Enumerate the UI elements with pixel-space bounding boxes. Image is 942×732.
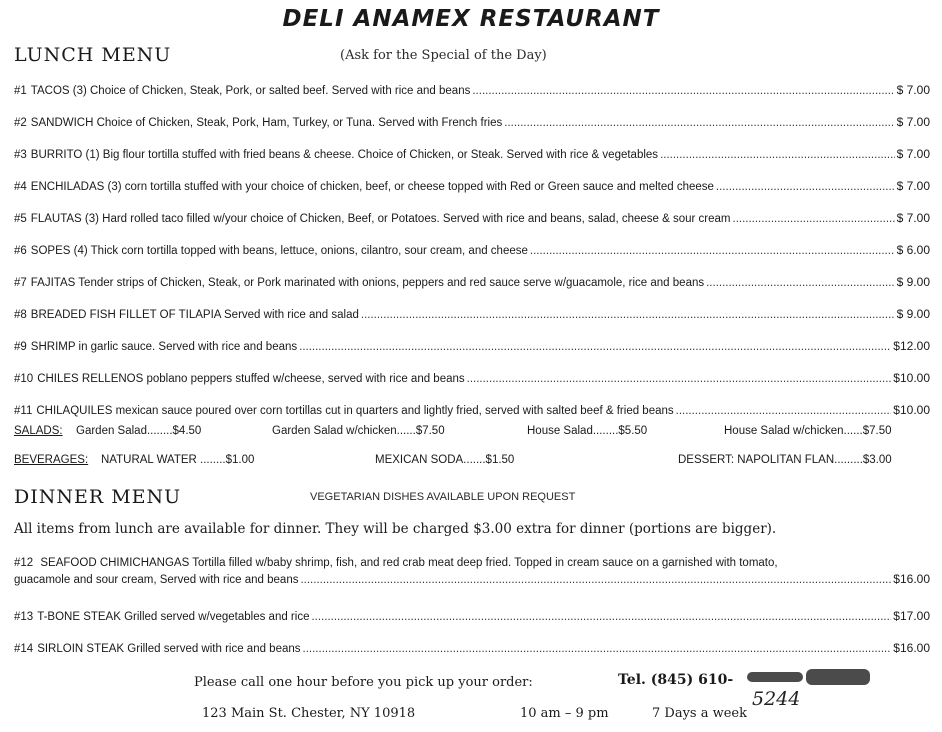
item-description: SEAFOOD CHIMICHANGAS Tortilla filled w/baby shrimp, fish, and red crab meat deep fried. Topped in cream sauce on a garnished with tomato,: [40, 557, 778, 569]
dot-leader: [733, 213, 895, 225]
item-number: #9: [14, 341, 27, 353]
item-price: $16.00: [893, 641, 930, 655]
item-price: $ 7.00: [896, 115, 930, 129]
telephone: Tel. (845) 610-: [618, 672, 734, 688]
salad-item: Garden Salad w/chicken......$7.50: [272, 425, 445, 437]
menu-item: [14, 147, 930, 161]
item-description: SHRIMP in garlic sauce. Served with rice and beans: [30, 341, 298, 353]
beverages-label: BEVERAGES:: [14, 454, 89, 466]
item-number: #7: [14, 277, 27, 289]
item-price: $ 9.00: [896, 307, 930, 321]
menu-item: [14, 211, 930, 225]
dot-leader: [311, 611, 891, 623]
item-description: ENCHILADAS (3) corn tortilla stuffed with your choice of chicken, beef, or cheese topped with Red or Green sauce and melted cheese: [30, 181, 714, 193]
item-line-2: [14, 572, 930, 586]
item-price: $ 7.00: [896, 83, 930, 97]
dot-leader: [300, 574, 891, 586]
dot-leader: [660, 149, 895, 161]
item-number: #1: [14, 85, 27, 97]
menu-item: [14, 275, 930, 289]
item-number: #12: [14, 557, 34, 569]
hours: 10 am – 9 pm: [520, 706, 609, 721]
item-description: CHILAQUILES mexican sauce poured over corn tortillas cut in quarters and lightly fried, served with salted beef & fried beans: [36, 405, 674, 417]
item-price: $ 7.00: [896, 179, 930, 193]
dot-leader: [504, 117, 894, 129]
restaurant-title: DELI ANAMEX RESTAURANT: [282, 6, 660, 32]
lunch-menu-heading: LUNCH MENU: [14, 44, 172, 66]
item-price: $ 7.00: [896, 211, 930, 225]
item-price: $12.00: [893, 339, 930, 353]
dinner-extra-charge-note: All items from lunch are available for dinner. They will be charged $3.00 extra for dinner (portions are bigger).: [14, 521, 777, 537]
dot-leader: [299, 341, 891, 353]
scribbled-out-area: [806, 669, 870, 685]
vegetarian-note: VEGETARIAN DISHES AVAILABLE UPON REQUEST: [310, 491, 576, 503]
item-line-1: [14, 557, 930, 569]
dot-leader: [472, 85, 894, 97]
item-description: CHILES RELLENOS poblano peppers stuffed w/cheese, served with rice and beans: [37, 373, 465, 385]
item-description: FAJITAS Tender strips of Chicken, Steak, or Pork marinated with onions, peppers and red sauce serve w/guacamole, rice and beans: [30, 277, 705, 289]
item-price: $16.00: [893, 572, 930, 586]
menu-item: [14, 641, 930, 655]
scribbled-out-digits: [747, 672, 803, 682]
menu-item: [14, 179, 930, 193]
menu-item: [14, 557, 930, 586]
salad-item: House Salad........$5.50: [527, 425, 648, 437]
salad-item: House Salad w/chicken......$7.50: [724, 425, 892, 437]
menu-item: [14, 243, 930, 257]
menu-item: [14, 403, 930, 417]
menu-item: [14, 307, 930, 321]
menu-item: [14, 371, 930, 385]
item-number: #11: [14, 405, 33, 417]
beverage-item: NATURAL WATER ........$1.00: [101, 454, 255, 466]
address: 123 Main St. Chester, NY 10918: [202, 706, 416, 721]
salads-label: SALADS:: [14, 425, 63, 437]
item-description: BREADED FISH FILLET OF TILAPIA Served with rice and salad: [30, 309, 359, 321]
item-description: T-BONE STEAK Grilled served w/vegetables and rice: [37, 611, 310, 623]
item-price: $ 9.00: [896, 275, 930, 289]
dot-leader: [303, 643, 892, 655]
item-price: $ 7.00: [896, 147, 930, 161]
item-number: #8: [14, 309, 27, 321]
menu-item: [14, 609, 930, 623]
menu-item: [14, 339, 930, 353]
item-price: $17.00: [893, 609, 930, 623]
dinner-menu-heading: DINNER MENU: [14, 486, 182, 508]
salad-item: Garden Salad........$4.50: [76, 425, 202, 437]
item-description: FLAUTAS (3) Hard rolled taco filled w/your choice of Chicken, Beef, or Potatoes. Served with rice and beans, salad, cheese & sour cream: [30, 213, 731, 225]
dot-leader: [716, 181, 895, 193]
item-price: $10.00: [893, 403, 930, 417]
item-description-cont: guacamole and sour cream, Served with rice and beans: [14, 574, 299, 586]
item-number: #3: [14, 149, 27, 161]
item-price: $10.00: [893, 371, 930, 385]
item-number: #2: [14, 117, 27, 129]
dot-leader: [676, 405, 892, 417]
menu-item: [14, 115, 930, 129]
dot-leader: [530, 245, 895, 257]
dot-leader: [361, 309, 895, 321]
call-ahead-note: Please call one hour before you pick up your order:: [194, 675, 533, 690]
days-open: 7 Days a week: [652, 706, 747, 721]
item-description: SIRLOIN STEAK Grilled served with rice and beans: [37, 643, 301, 655]
item-description: TACOS (3) Choice of Chicken, Steak, Pork, or salted beef. Served with rice and beans: [30, 85, 471, 97]
item-number: #10: [14, 373, 34, 385]
dot-leader: [706, 277, 895, 289]
item-description: SANDWICH Choice of Chicken, Steak, Pork, Ham, Turkey, or Tuna. Served with French fries: [30, 117, 503, 129]
item-number: #14: [14, 643, 34, 655]
item-number: #5: [14, 213, 27, 225]
handwritten-number: 5244: [752, 688, 801, 710]
menu-item: [14, 83, 930, 97]
dessert-item: DESSERT: NAPOLITAN FLAN.........$3.00: [678, 454, 892, 466]
dot-leader: [467, 373, 892, 385]
item-number: #6: [14, 245, 27, 257]
beverage-item: MEXICAN SODA.......$1.50: [375, 454, 515, 466]
item-number: #4: [14, 181, 27, 193]
special-of-day-note: (Ask for the Special of the Day): [340, 48, 547, 63]
item-description: BURRITO (1) Big flour tortilla stuffed with fried beans & cheese. Choice of Chicken, or Steak. Served with rice & vegetables: [30, 149, 659, 161]
item-number: #13: [14, 611, 34, 623]
item-price: $ 6.00: [896, 243, 930, 257]
item-description: SOPES (4) Thick corn tortilla topped with beans, lettuce, onions, cilantro, sour cream, and cheese: [30, 245, 528, 257]
